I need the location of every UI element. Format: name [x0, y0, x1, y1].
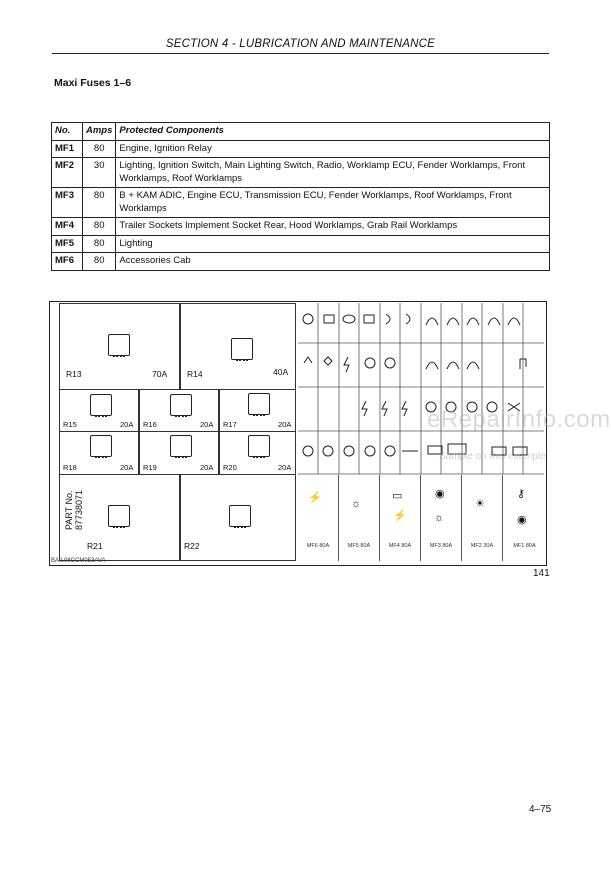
relay-icon — [229, 505, 251, 527]
relay-r20-amps: 20A — [278, 463, 292, 472]
relay-icon — [108, 334, 130, 356]
column-header-components: Protected Components — [116, 123, 550, 141]
table-row — [52, 140, 550, 158]
relay-r18-slot — [59, 431, 139, 475]
relay-r14-slot — [180, 303, 296, 390]
relay-r14-label: R14 — [187, 369, 203, 379]
relay-r19-label: R19 — [143, 463, 157, 472]
table-row — [52, 235, 550, 253]
row-components: B + KAM ADIC, Engine ECU, Transmission ECU, Fender Worklamps, Roof Worklamps, Front Worklamps — [116, 188, 550, 218]
section-header: SECTION 4 - LUBRICATION AND MAINTENANCE — [165, 38, 436, 50]
table-row — [52, 218, 550, 236]
relay-r16-slot — [139, 389, 219, 432]
maxi-fuse-label: MF4 80A — [388, 543, 412, 549]
table-row — [52, 188, 550, 218]
relay-r13-slot — [59, 303, 180, 390]
relay-r15-slot — [59, 389, 139, 432]
relay-icon — [170, 394, 192, 416]
row-amps: 80 — [83, 188, 116, 218]
image-code: BAIL08CCM053AVA — [51, 558, 106, 564]
relay-icon — [90, 435, 112, 457]
maxi-fuse-label: MF3 80A — [429, 543, 453, 549]
maxi-fuse-mf5 — [339, 475, 380, 561]
key-icon: ⚷ — [517, 488, 526, 500]
row-components: Trailer Sockets Implement Socket Rear, Hood Worklamps, Grab Rail Worklamps — [116, 218, 550, 236]
trailer-icon: ▭ — [392, 490, 403, 502]
lamp-icon: ☀ — [475, 498, 485, 510]
relay-r13-label: R13 — [66, 369, 82, 379]
ignition-icon: ◉ — [517, 514, 527, 526]
row-components: Accessories Cab — [116, 253, 550, 271]
page-subtitle: Maxi Fuses 1–6 — [54, 77, 132, 89]
maxi-fuse-mf1 — [503, 475, 546, 561]
maxi-fuse-table — [51, 122, 550, 271]
maxi-fuse-label: MF2 30A — [470, 543, 494, 549]
row-no: MF4 — [52, 218, 83, 236]
table-row — [52, 158, 550, 188]
row-no: MF3 — [52, 188, 83, 218]
watermark: eRepairInfo.com — [427, 406, 611, 433]
relay-r19-slot — [139, 431, 219, 475]
relay-icon — [170, 435, 192, 457]
header-rule — [52, 53, 549, 54]
mini-fuse-grid — [298, 303, 548, 475]
relay-r16-label: R16 — [143, 420, 157, 429]
relay-r17-label: R17 — [223, 420, 237, 429]
bolt-icon: ⚡ — [308, 492, 322, 504]
page-footer: 4–75 — [529, 804, 552, 815]
table-row — [52, 253, 550, 271]
relay-r17-amps: 20A — [278, 420, 292, 429]
relay-r14-amps: 40A — [273, 367, 289, 377]
ignition-icon: ◉ — [435, 488, 445, 500]
row-amps: 80 — [83, 235, 116, 253]
maxi-fuse-label: MF5 80A — [347, 543, 371, 549]
part-number-value: 87738071 — [74, 489, 84, 530]
relay-r20-label: R20 — [223, 463, 237, 472]
maxi-fuse-mf2 — [462, 475, 503, 561]
part-no-text: PART No. — [64, 490, 74, 530]
relay-r22-label: R22 — [184, 541, 200, 551]
maxi-fuse-mf4 — [380, 475, 421, 561]
watermark-subtext: Sample on this example — [439, 451, 546, 462]
row-components: Lighting — [116, 235, 550, 253]
sun-icon: ☼ — [351, 498, 362, 510]
part-number-label — [64, 490, 84, 530]
row-amps: 80 — [83, 253, 116, 271]
table-header-row — [52, 123, 550, 141]
relay-icon — [90, 394, 112, 416]
row-components: Engine, Ignition Relay — [116, 140, 550, 158]
relay-r18-label: R18 — [63, 463, 77, 472]
row-no: MF2 — [52, 158, 83, 188]
relay-r13-amps: 70A — [152, 369, 168, 379]
row-amps: 80 — [83, 140, 116, 158]
row-amps: 30 — [83, 158, 116, 188]
row-components: Lighting, Ignition Switch, Main Lighting Switch, Radio, Worklamp ECU, Fender Worklamps, Front Worklamps, Roof Worklamps — [116, 158, 550, 188]
relay-r16-amps: 20A — [200, 420, 214, 429]
row-no: MF1 — [52, 140, 83, 158]
relay-r17-slot — [219, 389, 296, 432]
relay-r22-slot — [180, 474, 296, 561]
row-amps: 80 — [83, 218, 116, 236]
maxi-fuse-label: MF6 80A — [306, 543, 330, 549]
relay-r20-slot — [219, 431, 296, 475]
sun-icon: ☼ — [434, 512, 445, 524]
relay-icon — [231, 338, 253, 360]
maxi-fuse-mf3 — [421, 475, 462, 561]
row-no: MF6 — [52, 253, 83, 271]
relay-icon — [248, 435, 270, 457]
relay-icon — [108, 505, 130, 527]
column-header-amps: Amps — [83, 123, 116, 141]
relay-r15-amps: 20A — [120, 420, 134, 429]
relay-r15-label: R15 — [63, 420, 77, 429]
column-header-no: No. — [52, 123, 83, 141]
relay-r18-amps: 20A — [120, 463, 134, 472]
relay-r19-amps: 20A — [200, 463, 214, 472]
row-no: MF5 — [52, 235, 83, 253]
bolt-icon: ⚡ — [393, 510, 407, 522]
maxi-fuse-label: MF1 80A — [513, 543, 536, 549]
relay-icon — [248, 393, 270, 415]
figure-number: 141 — [533, 568, 550, 579]
relay-r21-label: R21 — [87, 541, 103, 551]
maxi-fuse-mf6 — [298, 475, 339, 561]
